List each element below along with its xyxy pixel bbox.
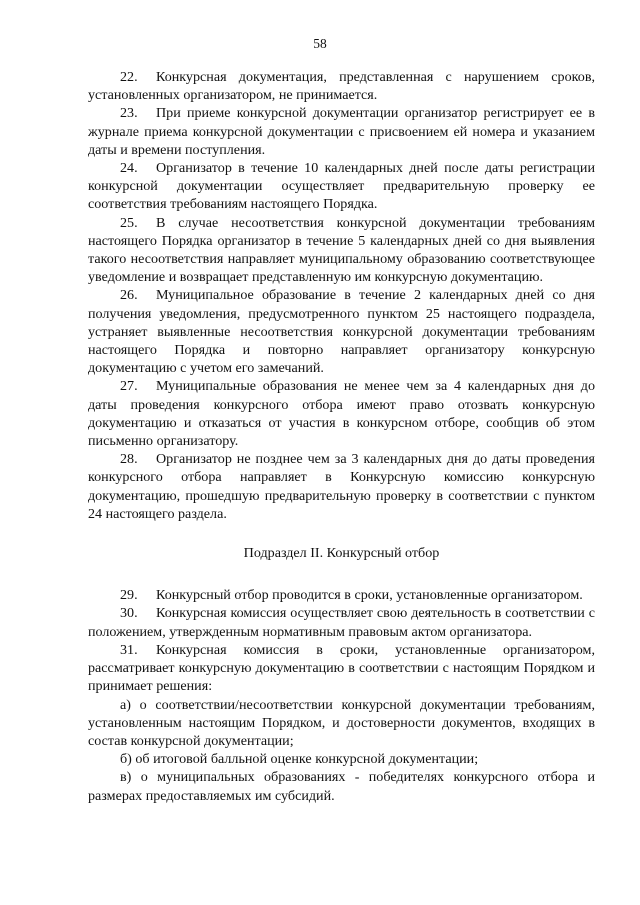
paragraph-31 [88,641,595,696]
paragraph-text: Конкурсная комиссия осуществляет свою деятельность в соответствии с положением, утвержденным нормативным правовым актом организатора. [88,605,595,640]
paragraph-number: 26. [120,287,138,304]
paragraph-text: При приеме конкурсной документации организатор регистрирует ее в журнале приема конкурсной документации с присвоением ей номера и указанием даты и времени поступления. [88,105,595,158]
subitem-c: в) о муниципальных образованиях - победителях конкурсного отбора и размерах предоставляемых им субсидий. [88,769,595,804]
paragraph-number: 28. [120,451,138,468]
subitem-a: а) о соответствии/несоответствии конкурсной документации требованиям, установленным настоящим Порядком, и достоверности документов, входящих в состав конкурсной документации; [88,696,595,749]
paragraph-text: Конкурсный отбор проводится в сроки, установленные организатором. [156,587,583,604]
paragraph-28 [88,450,595,523]
paragraph-23 [88,104,595,159]
paragraph-text: Муниципальное образование в течение 2 календарных дней со дня получения уведомления, предусмотренного пунктом 25 настоящего подраздела, устраняет выявленные несоответствия конкурсной документации требованиям настоящего Порядка и повторно направляет организатору конкурсную документацию с учетом его замечаний. [88,287,595,377]
paragraph-number: 30. [120,605,138,622]
paragraph-27 [88,377,595,450]
paragraph-number: 27. [120,378,138,395]
paragraph-24 [88,159,595,214]
paragraph-number: 31. [120,641,138,658]
paragraph-number: 22. [120,69,138,85]
paragraph-number: 25. [120,214,138,231]
paragraph-text: Организатор в течение 10 календарных дней после даты регистрации конкурсной документации осуществляет предварительную проверку ее соответствия требованиям настоящего Порядка. [88,160,595,213]
paragraph-text: Муниципальные образования не менее чем за 4 календарных дня до даты проведения конкурсного отбора имеют право отозвать конкурсную документацию и отказаться от участия в конкурсном отборе, сообщив об этом письменно организатору. [88,378,595,450]
paragraph-text: Организатор не позднее чем за 3 календарных дня до даты проведения конкурсного отбора направляет в Конкурсную комиссию конкурсную документацию, прошедшую предварительную проверку в соответствии с пунктом 24 настоящего раздела. [88,451,595,522]
paragraph-22 [88,68,595,104]
paragraph-text: Конкурсная документация, представленная с нарушением сроков, установленных организатором, не принимается. [88,69,595,104]
paragraph-text: Конкурсная комиссия в сроки, установленные организатором, рассматривает конкурсную документацию в соответствии с настоящим Порядком и принимает решения: [88,641,595,695]
paragraph-number: 29. [120,587,138,604]
paragraph-26 [88,286,595,377]
document-body [88,68,595,805]
paragraph-29 [88,586,595,604]
paragraph-25 [88,214,595,287]
paragraph-text: В случае несоответствия конкурсной документации требованиям настоящего Порядка организатор в течение 5 календарных дней со дня выявления такого несоответствия направляет муниципальному образованию соответствующее уведомление и возвращает представленную им конкурсную документацию. [88,214,595,286]
paragraph-number: 23. [120,105,138,122]
page-number: 58 [313,36,327,51]
subsection-title: Подраздел II. Конкурсный отбор [243,545,440,562]
paragraph-30 [88,604,595,640]
subitem-b: б) об итоговой балльной оценке конкурсной документации; [120,751,479,768]
paragraph-number: 24. [120,160,138,177]
